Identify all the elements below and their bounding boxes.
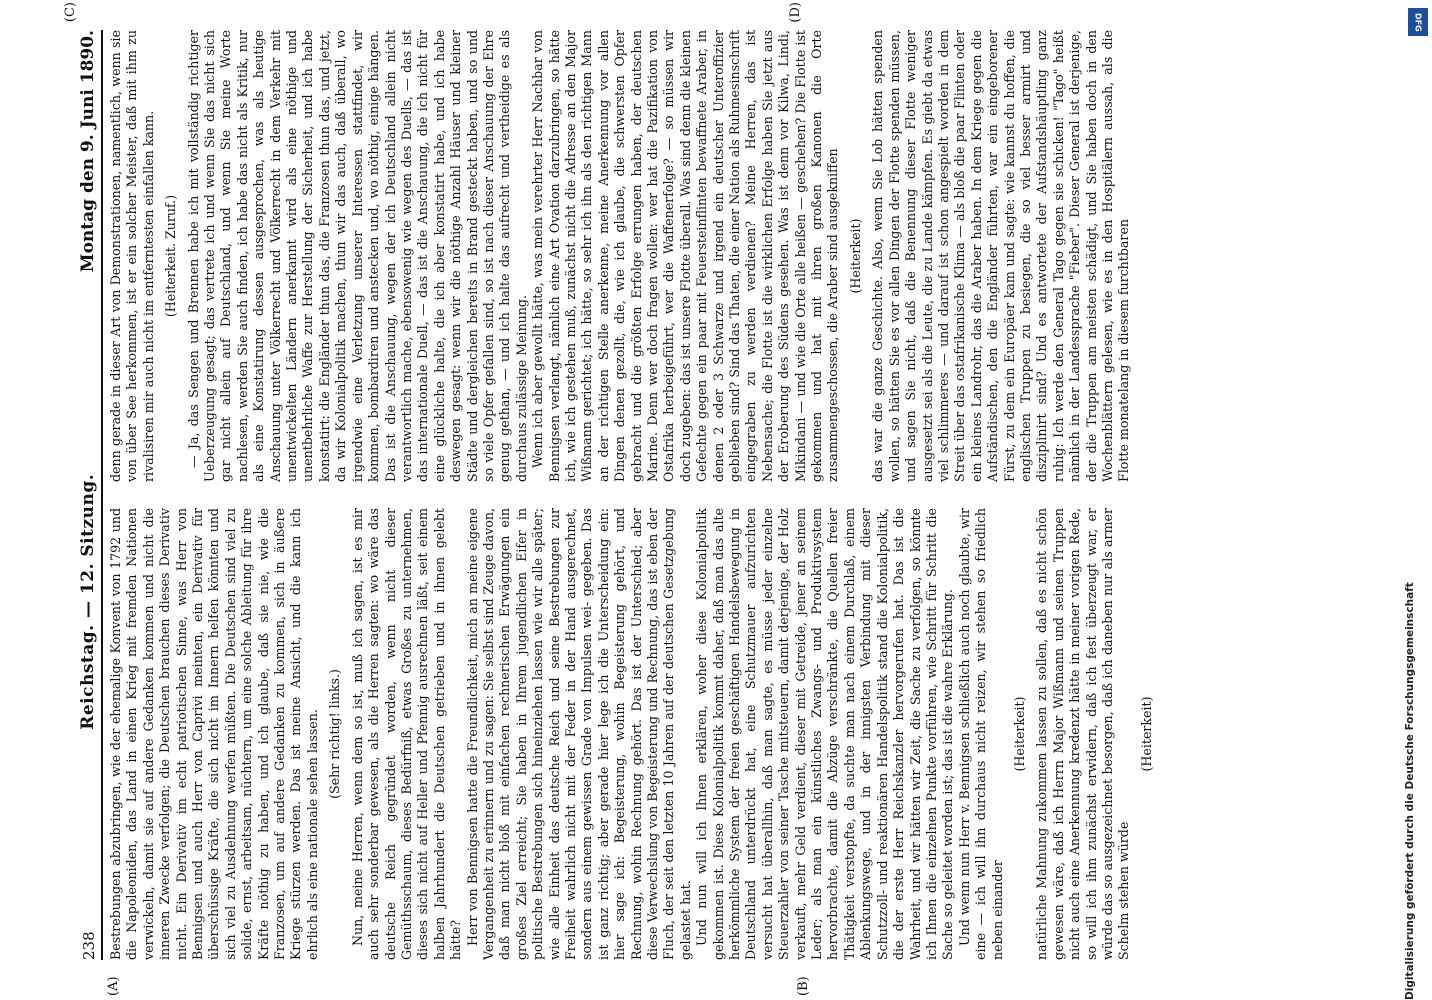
session-title: Reichstag. — 12. Sitzung. — [78, 473, 98, 730]
left-column — [108, 508, 1418, 960]
margin-marker-d: (D) — [788, 2, 803, 23]
interjection: (Heiterkeit) — [847, 218, 863, 294]
paragraph: das war die ganze Geschichte. Also, wenn Sie Lob hätten spenden wollen, so hätten Sie es vor allen Dingen der Flotte spenden müssen, und sagen Sie nicht, daß die Benennung dieser Flotte weniger ausgesetzt sei als die Leute, die zu Lande kämpfen. Es giebt da etwas viel schlimmeres — und darauf ist schon angespielt worden in dem Streit über das ostafrikanische Klima — als bloß die paar Flinten oder ein kleines Landrohr, das die Araber haben. In dem Kriege gegen die Aufständischen, den die Engländer führten, war ein eingeborener Fürst, zu dem ein Europäer kam und sagte: wie kannst du hoffen, die englischen Truppen zu besiegen, die so viel besser armirt und disziplinirt sind? Und es antwortete der Aufstandshäuptling ganz ruhig: Ich werde den General Tago gegen sie schicken! "Tago" heißt nämlich in der Landessprache "Fieber". Dieser General ist derjenige, der die Truppen am meisten schädigt, und Sie haben doch in den Wochenblättern gelesen, wie es in den Hospitälern aussah, als die Flotte monatelang in diesem furchtbaren — [870, 30, 1132, 482]
paragraph: Wenn ich aber gewollt hätte, was mein verehrter Herr Nachbar von Bennigsen verlangt, nämlich eine Art Ovation darzubringen, so hätte ich, wie ich gestehen muß, zunächst nicht die Adresse an den Major Wißmann gerichtet; ich hätte, so sehr ich ihn als den richtigen Mann an der richtigen Stelle anerkenne, meine Anerkennung vor allen Dingen denen gezollt, die, wie ich glaube, die schwersten Opfer gebracht und die größten Erfolge errungen haben, der deutschen Marine. Denn wer doch fragen wollen: wer hat die Pazifikation von Ostafrika herbeigeführt, wer die Waffenerfolge? — so müssen wir doch zugeben: das ist unsere Flotte überall. Was sind denn die kleinen Gefechte gegen ein paar mit Feuersteinflinten bewaffnete Araber, in denen 2 oder 3 Schwarze und irgend ein deutscher Unteroffizier geblieben sind? Sind das Thaten, die einer Nation als Ruhmesinschrift eingegraben zu werden verdienen? Meine Herren, das ist Nebensache; die Flotte ist die wirklichen Erfolge haben Sie jetzt aus der Eroberung des Südens gesehen. Was ist denn vor Kilwa, Lindi, Mikindani — und wie die Orte alle heißen — geschehen? Die Flotte ist gekommen und hat mit ihren großen Kanonen die Orte zusammengeschossen, die Araber sind ausgekniffen — [530, 30, 841, 482]
interjection: (Heiterkeit) — [1011, 696, 1027, 772]
page-header — [58, 30, 103, 960]
dfg-logo: DFG — [1408, 8, 1428, 36]
paragraph: natürliche Mahnung zukommen lassen zu sollen, daß es nicht schön gewesen wäre, daß ich Herrn Major Wißmann und seinen Truppen nicht auch eine Anerkennung kredenzt hätte in meiner vorigen Rede, so will ich ihm zunächst erwidern, daß ich fest überzeugt war, er würde das so ausgezeichnet besorgen, daß ich daneben nur als armer Schelm stehen würde — [1034, 508, 1132, 960]
dfg-watermark — [1404, 0, 1428, 1000]
paragraph: — Ja, das Sengen und Brennen habe ich mit vollständig richtiger Ueberzeugung gesagt; das vertrete ich und wenn Sie das nicht sich gar nicht allein auf Deutschland, und wenn Sie meine Worte nachlesen, werden Sie auch finden, ich habe das nicht als Kritik, nur als eine Konstatirung dessen ausgesprochen, was als heutige Anschauung unter Völkerrecht und Völkerrecht in dem Verkehr mit unentwickelten Ländern anerkannt wird als eine nöthige und unentbehrliche Waffe zur Herstellung der Sicherheit, und ich habe konstatirt: die Engländer thun das, die Franzosen thun das, und jetzt, da wir Kolonialpolitik machen, thun wir das auch, daß überall, wo irgendwie eine Verletzung unserer Interessen stattfindet, wir kommen, bombardiren und anstecken und, wo nöthig, einige hängen. Das ist die Anschauung, wegen der ich Deutschland allein nicht verantwortlich mache, ebensowenig wie wegen des Duells, — das ist das internationale Duell, — das ist die Anschauung, die ich nicht für eine glückliche halte, die ich aber konstatirt habe, und ich habe deswegen gesagt: wenn wir die nöthige Anzahl Häuser und kleiner Städte und dergleichen bereits in Brand gesteckt haben, und so und so viele Opfer gefallen sind, so ist nach dieser Anschauung der Ehre genug gethan, — und ich halte das aufrecht und vertheidige es als durchaus zulässige Meinung. — [185, 30, 529, 482]
margin-marker-c: (C) — [63, 2, 78, 23]
paragraph: Bestrebungen abzubringen, wie der ehemalige Konvent von 1792 und die Napoleoniden, das Land in einen Krieg mit fremden Nationen verwickeln, damit sie auf andere Gedanken kommen und nicht die inneren Zwecke verfolgen; die Deutschen brauchen dieses Derivativ nicht. Ein Derivativ im echt patriotischen Sinne, was Herr von Bennigsen und auch Herr von Caprivi meinten, ein Derivativ für überschüssige Kräfte, die sich nicht im Innern helfen könnten und sich viel zu Ausdehnung werfen müßten. Die Deutschen sind viel zu solide, ernst, arbeitsam, nüchtern, um eine solche Ableitung für ihre Kräfte nöthig zu haben, und ich glaube, daß sie nie, wie die Franzosen, um auf andere Gedanken zu kommen, sich in äußere Kriege stürzen werden. Das ist meine Ansicht, und die kann ich ehrlich als eine nationale sehen lassen. — [108, 508, 320, 960]
rotated-page — [58, 0, 1418, 1000]
margin-marker-a: (A) — [106, 976, 121, 996]
paragraph: Und nun will ich Ihnen erklären, woher diese Kolonialpolitik gekommen ist. Diese Kolonialpolitik kommt daher, daß man das alte herkömmliche System der freien geschäftigen Handelsbewegung in Deutschland unterdrückt hat, eine Schutzmauer aufzurichten versucht hat überallhin, daß man sagte, es müsse jeder einzelne Steuerzahler von seiner Tasche mitsteuern, damit derjenige, der Holz verkauft, mehr Geld verdient, dieser mit Getreide, jener an seinem Leder; als man ein künstliches Zwangs- und Produktivsystem hervorbrachte, damit die Abzüge verschränkte, die Quellen freier Thätigkeit verstopfte, da suchte man nach einem Durchlaß, einem Ablenkungswege, und in der innigsten Verbindung mit dieser Schutzzoll- und reaktionären Handelspolitik stand die Kolonialpolitik, die der erste Herr Reichskanzler hervorgerufen hat. Das ist die Wahrheit, und wir hätten wir Zeit, die Sache zu verfolgen, so könnte ich Ihnen die einzelnen Punkte vorführen, wie Schritt für Schritt die Sache so geleitet worden ist; das ist die wahre Erklärung. — [694, 508, 956, 960]
interjection: (Heiterkeit. Zuruf.) — [163, 194, 179, 318]
paragraph: Und wenn nun Herr v. Bennigsen schließlich auch noch glaubte, wir eine — ich will ihn durchaus nicht reizen, wir stehen so friedlich neben einander — [956, 508, 1005, 960]
paragraph: denn gerade in dieser Art von Demonstrationen, namentlich, wenn sie von über See herkommen, ist er ein solcher Meister, daß mit ihm zu rivalisiren mir auch nicht im entferntesten einfallen kann. — [108, 30, 156, 482]
paragraph: Nun, meine Herren, wenn dem so ist, muß ich sagen, ist es mir auch sehr sonderbar gewesen, als die Herren sagten: wo wäre das deutsche Reich gegründet worden, wenn nicht dieser Gemüthsschaum, dieses Bedürfniß, etwas Großes zu unternehmen, dieses sich nicht auf Heller und Pfennig ausrechnen läßt, seit einem halben Jahrhundert die Deutschen getrieben und in ihnen gelebt hätte? — [349, 508, 464, 960]
right-column — [108, 30, 1418, 482]
interjection: (Heiterkeit) — [1138, 696, 1154, 772]
paragraph: Herr von Bennigsen hatte die Freundlichkeit, mich an meine eigene Vergangenheit zu erinnern und zu sagen: Sie selbst sind Zeuge davon, daß man nicht bloß mit einfachen rechnerischen Erwägungen ein großes Ziel erreicht; Sie haben in Ihrem jugendlichen Eifer in politische Bestrebungen sich hineinziehen lassen wie wir alle später; wie alle Einheit das deutsche Reich und seine Bestrebungen zur Freiheit wahrlich nicht mit der Feder in der Hand ausgerechnet, sondern aus einem gewissen Grade von Impulsen wei- gegeben. Das ist ganz richtig; aber gerade hier lege ich die Unterscheidung ein: hier sage ich: Begeisterung, wohin Begeisterung gehört, und Rechnung, wohin Rechnung gehört. Das ist der Unterschied; aber diese Verwechslung von Begeisterung und Rechnung, das ist eben der Fluch, der seit den letzten 10 Jahren auf der deutschen Gesetzgebung gelastet hat. — [464, 508, 693, 960]
session-date: Montag den 9. Juni 1890. — [78, 30, 98, 273]
watermark-text: Digitalisierung gefördert durch die Deutsche Forschungsgemeinschaft — [1404, 582, 1416, 1000]
margin-marker-b: (B) — [796, 976, 811, 996]
page-number: 238 — [80, 931, 98, 960]
interjection: (Sehr richtig! links.) — [327, 669, 343, 799]
text-columns — [108, 30, 1418, 960]
